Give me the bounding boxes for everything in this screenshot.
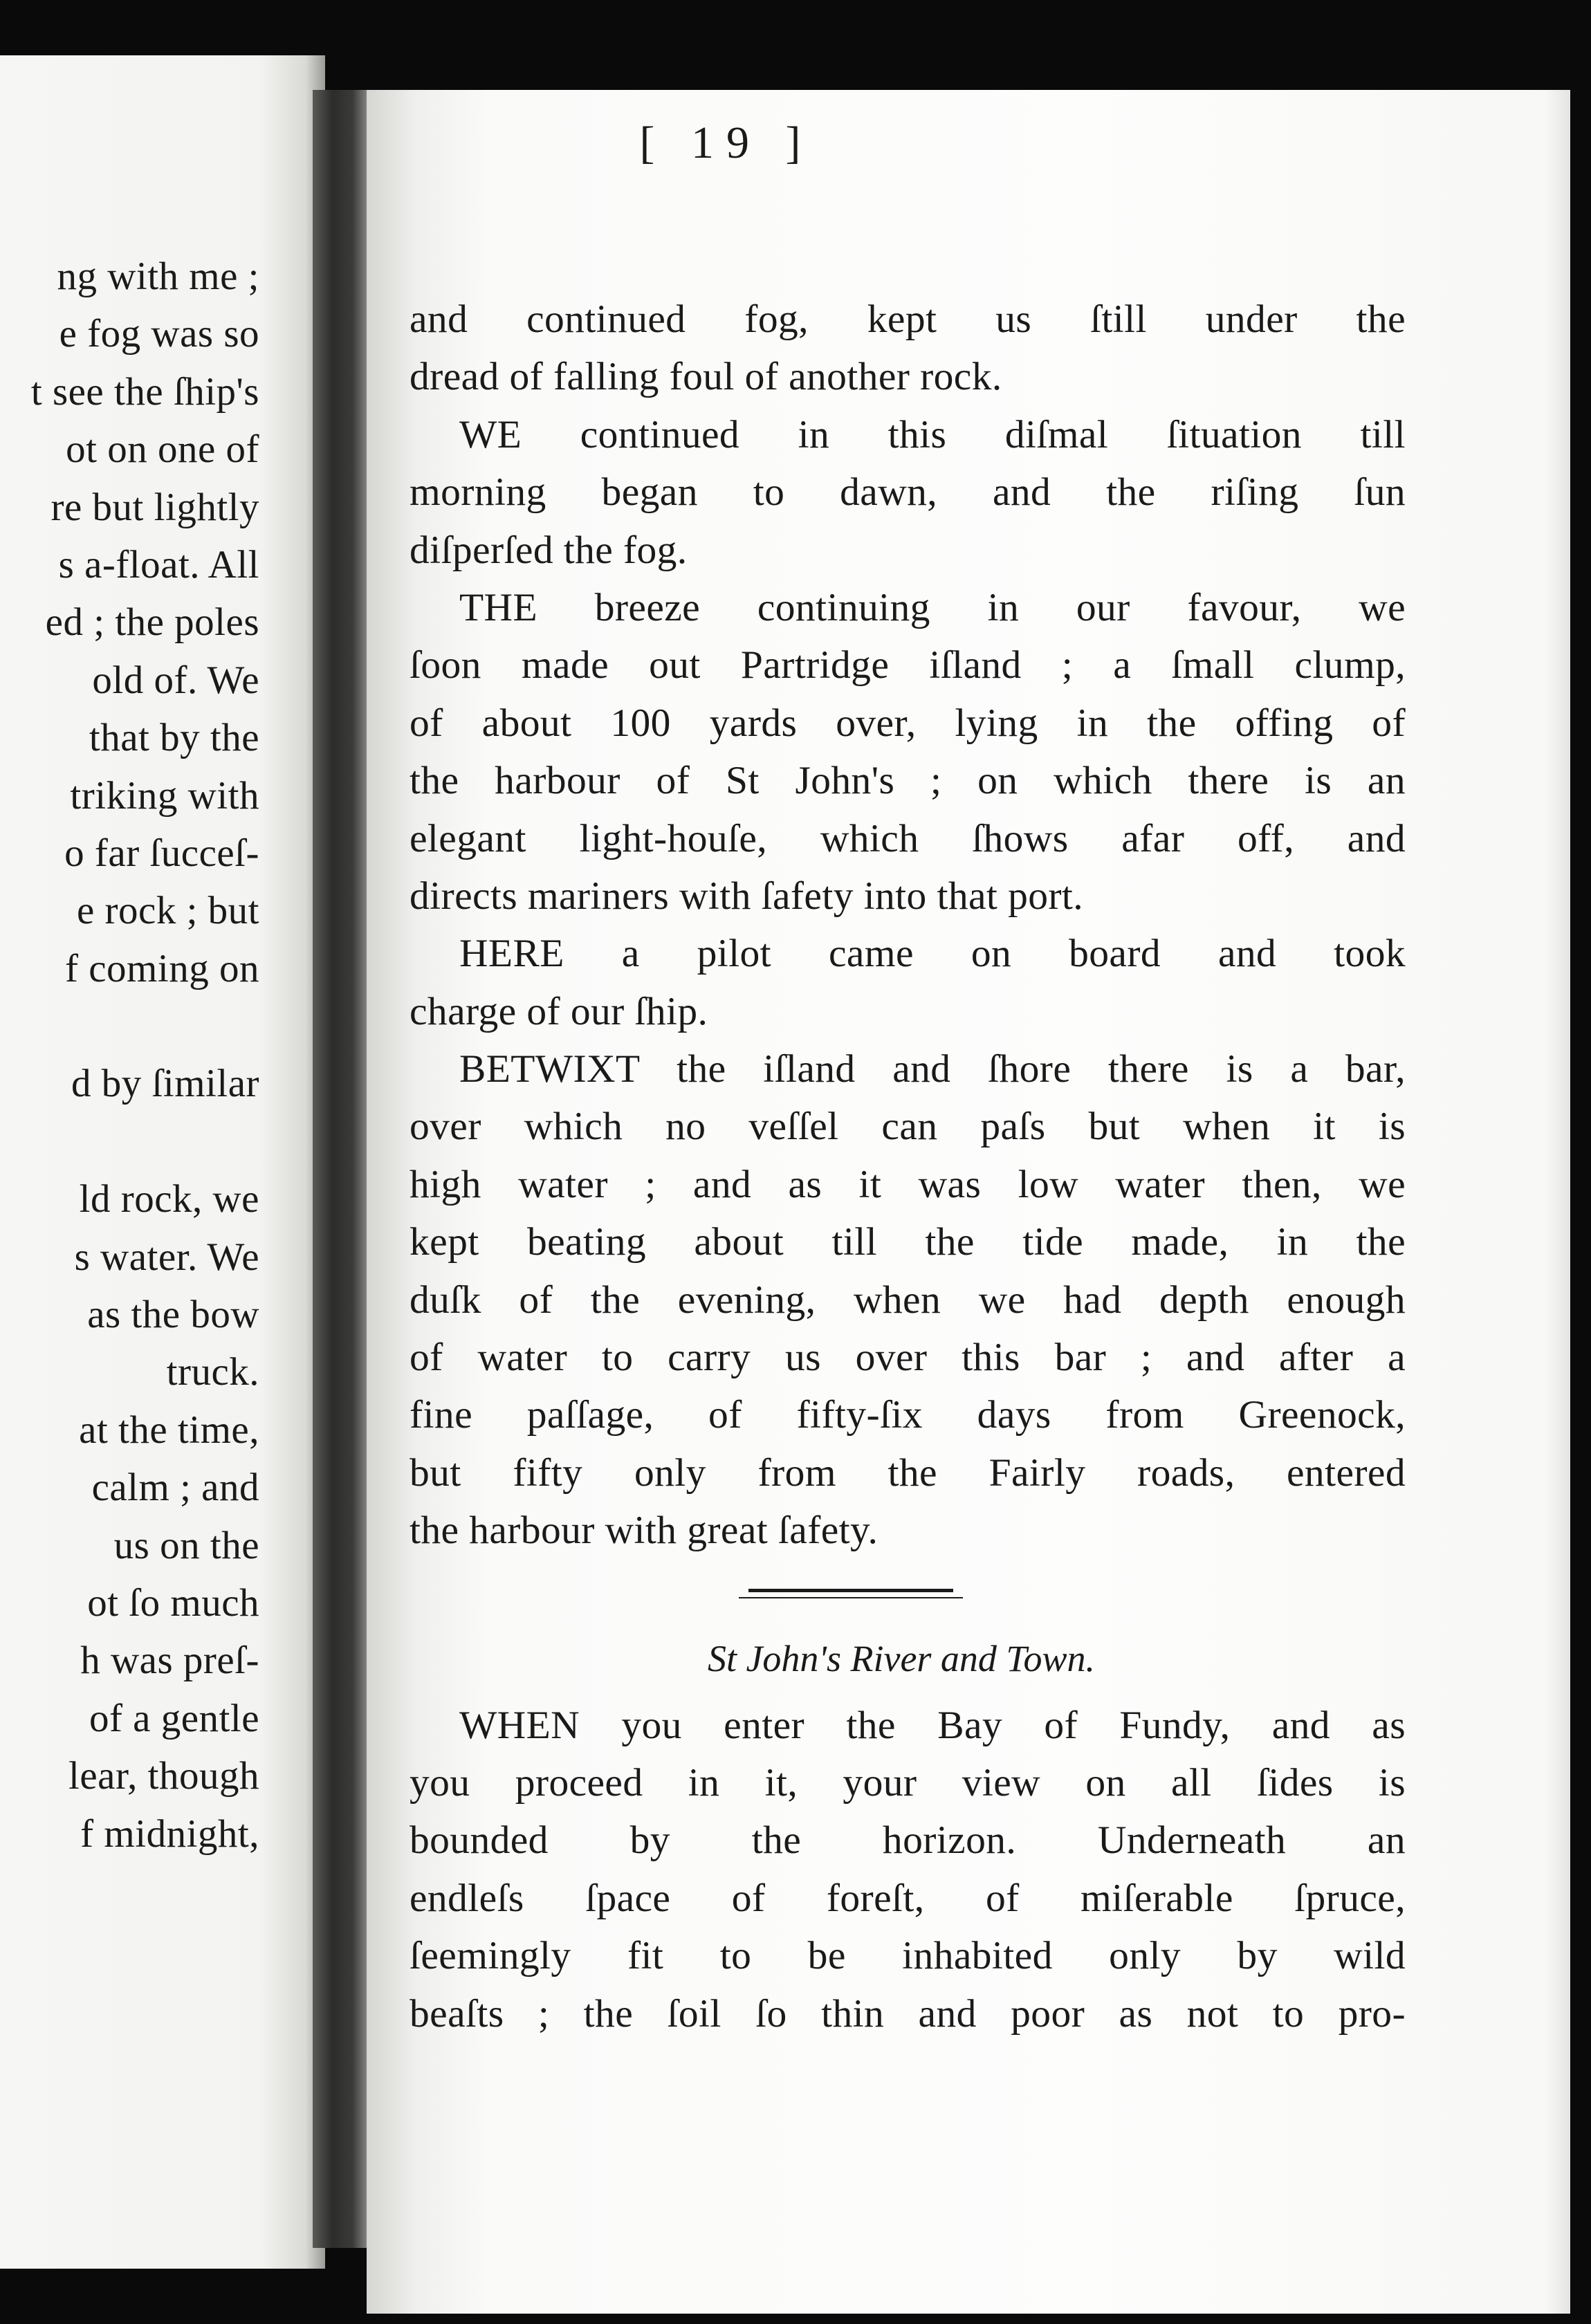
body-line: charge of our ſhip.: [410, 989, 708, 1033]
previous-page-text: [0, 248, 259, 1863]
previous-page-line: triking with: [70, 773, 259, 818]
previous-page-line: old of. We: [92, 658, 259, 702]
previous-page-line: t see the ſhip's: [30, 369, 259, 414]
body-line: directs mariners with ſafety into that port.: [410, 874, 1084, 918]
body-line: BETWIXT the iſland and ſhore there is a bar,: [459, 1047, 1406, 1091]
body-line: diſperſed the fog.: [410, 528, 688, 572]
previous-page-line: lear, though: [68, 1754, 259, 1798]
previous-page-line: [0, 1113, 259, 1170]
body-line: of about 100 yards over, lying in the offing of: [410, 701, 1406, 745]
previous-page-line: truck.: [166, 1350, 259, 1394]
previous-page-line: ot on one of: [66, 427, 259, 472]
previous-page-line: as the bow: [87, 1293, 259, 1337]
previous-page-line: ld rock, we: [79, 1177, 259, 1221]
body-line: over which no veſſel can paſs but when it is: [410, 1105, 1406, 1149]
section-heading: St John's River and Town.: [707, 1637, 1096, 1679]
section-divider: [410, 1560, 1406, 1627]
body-line: duſk of the evening, when we had depth enough: [410, 1278, 1406, 1322]
body-line: bounded by the horizon. Underneath an: [410, 1818, 1406, 1863]
previous-page-line: ed ; the poles: [45, 600, 259, 645]
body-line: you proceed in it, your view on all ſides is: [410, 1760, 1406, 1805]
body-line: the harbour with great ſafety.: [410, 1509, 879, 1553]
body-line: HERE a pilot came on board and took: [459, 932, 1406, 976]
body-line: elegant light-houſe, which ſhows afar off, and: [410, 816, 1406, 860]
page-body: [410, 290, 1406, 2042]
previous-page-line: f midnight,: [80, 1811, 259, 1856]
body-line: but fifty only from the Fairly roads, entered: [410, 1450, 1406, 1495]
previous-page-line: re but lightly: [50, 485, 259, 529]
previous-page-line: s water. We: [74, 1235, 259, 1279]
previous-page-line: s a-float. All: [58, 542, 259, 587]
body-line: WHEN you enter the Bay of Fundy, and as: [459, 1703, 1406, 1747]
divider-thin-rule: [739, 1597, 963, 1598]
body-line: WE continued in this diſmal ſituation till: [459, 412, 1406, 456]
previous-page-line: o far ſucceſ-: [64, 831, 259, 875]
body-line: endleſs ſpace of foreſt, of miſerable ſpruce,: [410, 1876, 1406, 1920]
body-line: the harbour of St John's ; on which there is an: [410, 759, 1406, 803]
body-line: high water ; and as it was low water then, we: [410, 1162, 1406, 1206]
body-line: ſeemingly fit to be inhabited only by wild: [410, 1934, 1406, 1978]
body-line: ſoon made out Partridge iſland ; a ſmall clump,: [410, 643, 1406, 688]
divider-thick-rule: [748, 1589, 953, 1592]
page-number: [ 19 ]: [639, 118, 813, 168]
previous-page-line: h was preſ-: [80, 1639, 259, 1683]
body-line: of water to carry us over this bar ; and after a: [410, 1336, 1406, 1380]
previous-page: [0, 55, 325, 2269]
previous-page-line: calm ; and: [91, 1466, 259, 1510]
previous-page-line: ot ſo much: [87, 1580, 259, 1625]
body-line: THE breeze continuing in our favour, we: [459, 585, 1406, 629]
body-line: fine paſſage, of fifty-ſix days from Greenock,: [410, 1393, 1406, 1437]
previous-page-line: at the time,: [79, 1408, 259, 1452]
previous-page-line: ng with me ;: [57, 255, 259, 298]
previous-page-line: d by ſimilar: [71, 1062, 259, 1106]
previous-page-line: f coming on: [65, 946, 259, 990]
previous-page-line: e fog was so: [59, 312, 259, 356]
body-line: and continued fog, kept us ſtill under the: [410, 297, 1406, 341]
body-line: kept beating about till the tide made, in the: [410, 1220, 1406, 1264]
body-line: beaſts ; the ſoil ſo thin and poor as not to pro-: [410, 1991, 1406, 2036]
current-page: [367, 90, 1570, 2314]
body-line: dread of falling foul of another rock.: [410, 355, 1002, 399]
previous-page-line: of a gentle: [89, 1696, 259, 1740]
previous-page-line: us on the: [113, 1523, 259, 1567]
previous-page-line: that by the: [89, 716, 259, 760]
previous-page-line: e rock ; but: [76, 889, 259, 933]
previous-page-line: [0, 997, 259, 1055]
body-line: morning began to dawn, and the riſing ſun: [410, 470, 1406, 515]
